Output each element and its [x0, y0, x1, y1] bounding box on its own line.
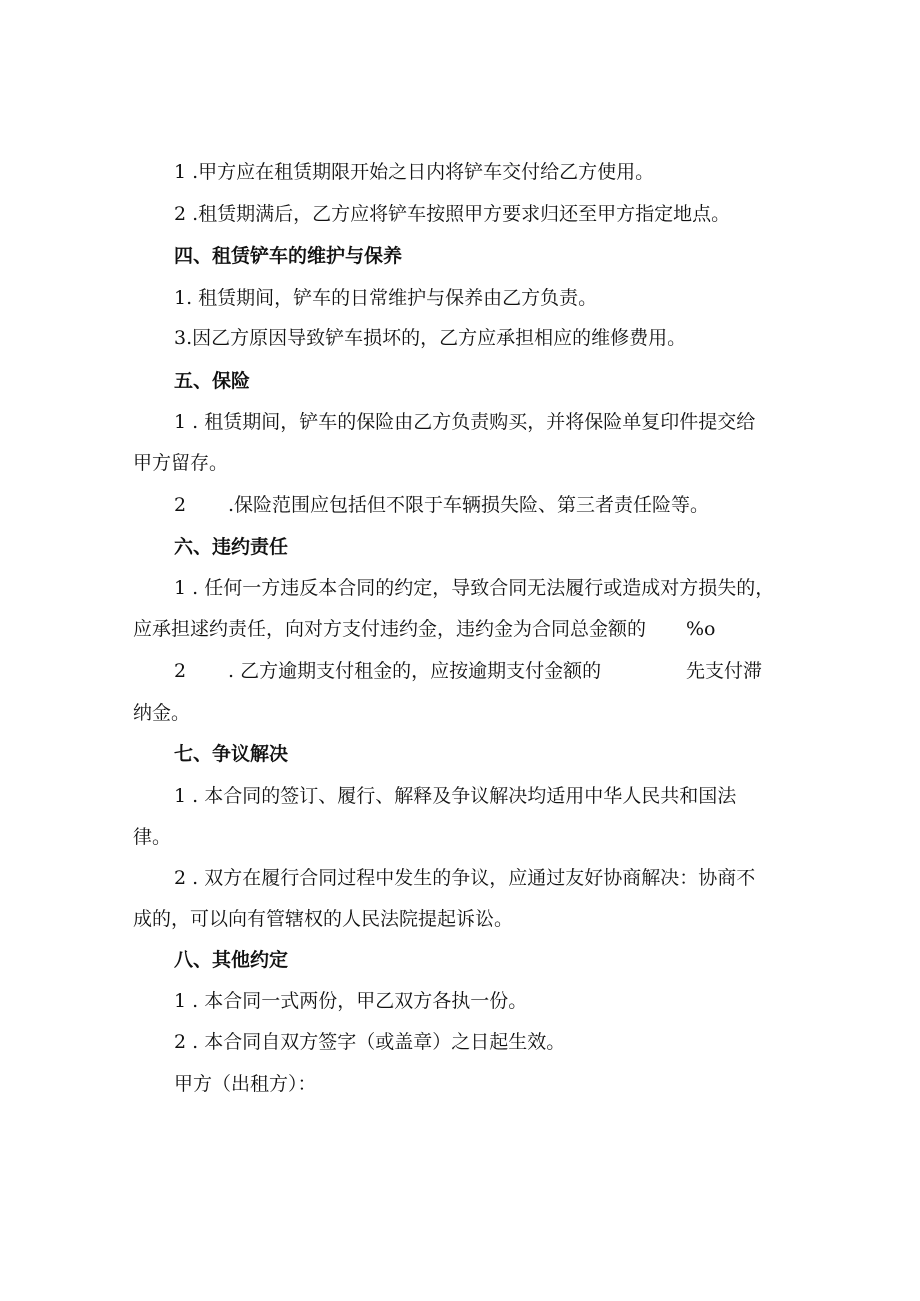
clause-7-1-line2: 律。 [133, 826, 172, 848]
clause-5-1-line1: 1 . 租赁期间，铲车的保险由乙方负责购买，并将保险单复印件提交给 [174, 411, 756, 433]
clause-4-3: 3.因乙方原因导致铲车损坏的，乙方应承担相应的维修费用。 [174, 327, 687, 349]
clause-5-2-text: .保险范围应包括但不限于车辆损失险、第三者责任险等。 [228, 494, 710, 516]
clause-3-2: 2 .租赁期满后，乙方应将铲车按照甲方要求归还至甲方指定地点。 [174, 203, 731, 225]
party-a-label: 甲方（出租方）： [174, 1073, 317, 1095]
clause-6-1-line1: 1 . 任何一方违反本合同的约定，导致合同无法履行或造成对方损失的， [174, 577, 775, 599]
section-heading-4: 四、租赁铲车的维护与保养 [174, 245, 403, 267]
clause-3-1: 1 .甲方应在租赁期限开始之日内将铲车交付给乙方使用。 [174, 161, 655, 183]
clause-6-2-text: . 乙方逾期支付租金的，应按逾期支付金额的 [228, 660, 602, 682]
section-heading-7: 七、争议解决 [174, 743, 289, 765]
clause-7-2-line2: 成的，可以向有管辖权的人民法院提起诉讼。 [133, 908, 514, 930]
clause-8-1: 1 . 本合同一式两份，甲乙双方各执一份。 [174, 990, 528, 1012]
clause-8-2: 2 . 本合同自双方签字（或盖章）之日起生效。 [174, 1031, 566, 1053]
clause-7-1-line1: 1 . 本合同的签订、履行、解释及争议解决均适用中华人民共和国法 [174, 785, 737, 807]
clause-6-1-line2: 应承担逑约责任，向对方支付违约金，违约金为合同总金额的 [133, 618, 647, 640]
clause-6-2-number: 2 [174, 660, 187, 682]
clause-6-2-line2: 纳金。 [133, 702, 191, 724]
section-heading-8: 八、其他约定 [174, 949, 289, 971]
clause-5-2-number: 2 [174, 494, 187, 516]
section-heading-6: 六、违约责任 [174, 536, 289, 558]
section-heading-5: 五、保险 [174, 370, 251, 392]
clause-6-1-percent: %o [686, 618, 716, 640]
clause-5-1-line2: 甲方留存。 [133, 452, 229, 474]
clause-4-1: 1. 租赁期间，铲车的日常维护与保养由乙方负责。 [174, 287, 598, 309]
clause-6-2-tail: 先支付滞 [686, 660, 763, 682]
clause-7-2-line1: 2 . 双方在履行合同过程中发生的争议，应通过友好协商解决：协商不 [174, 867, 756, 889]
